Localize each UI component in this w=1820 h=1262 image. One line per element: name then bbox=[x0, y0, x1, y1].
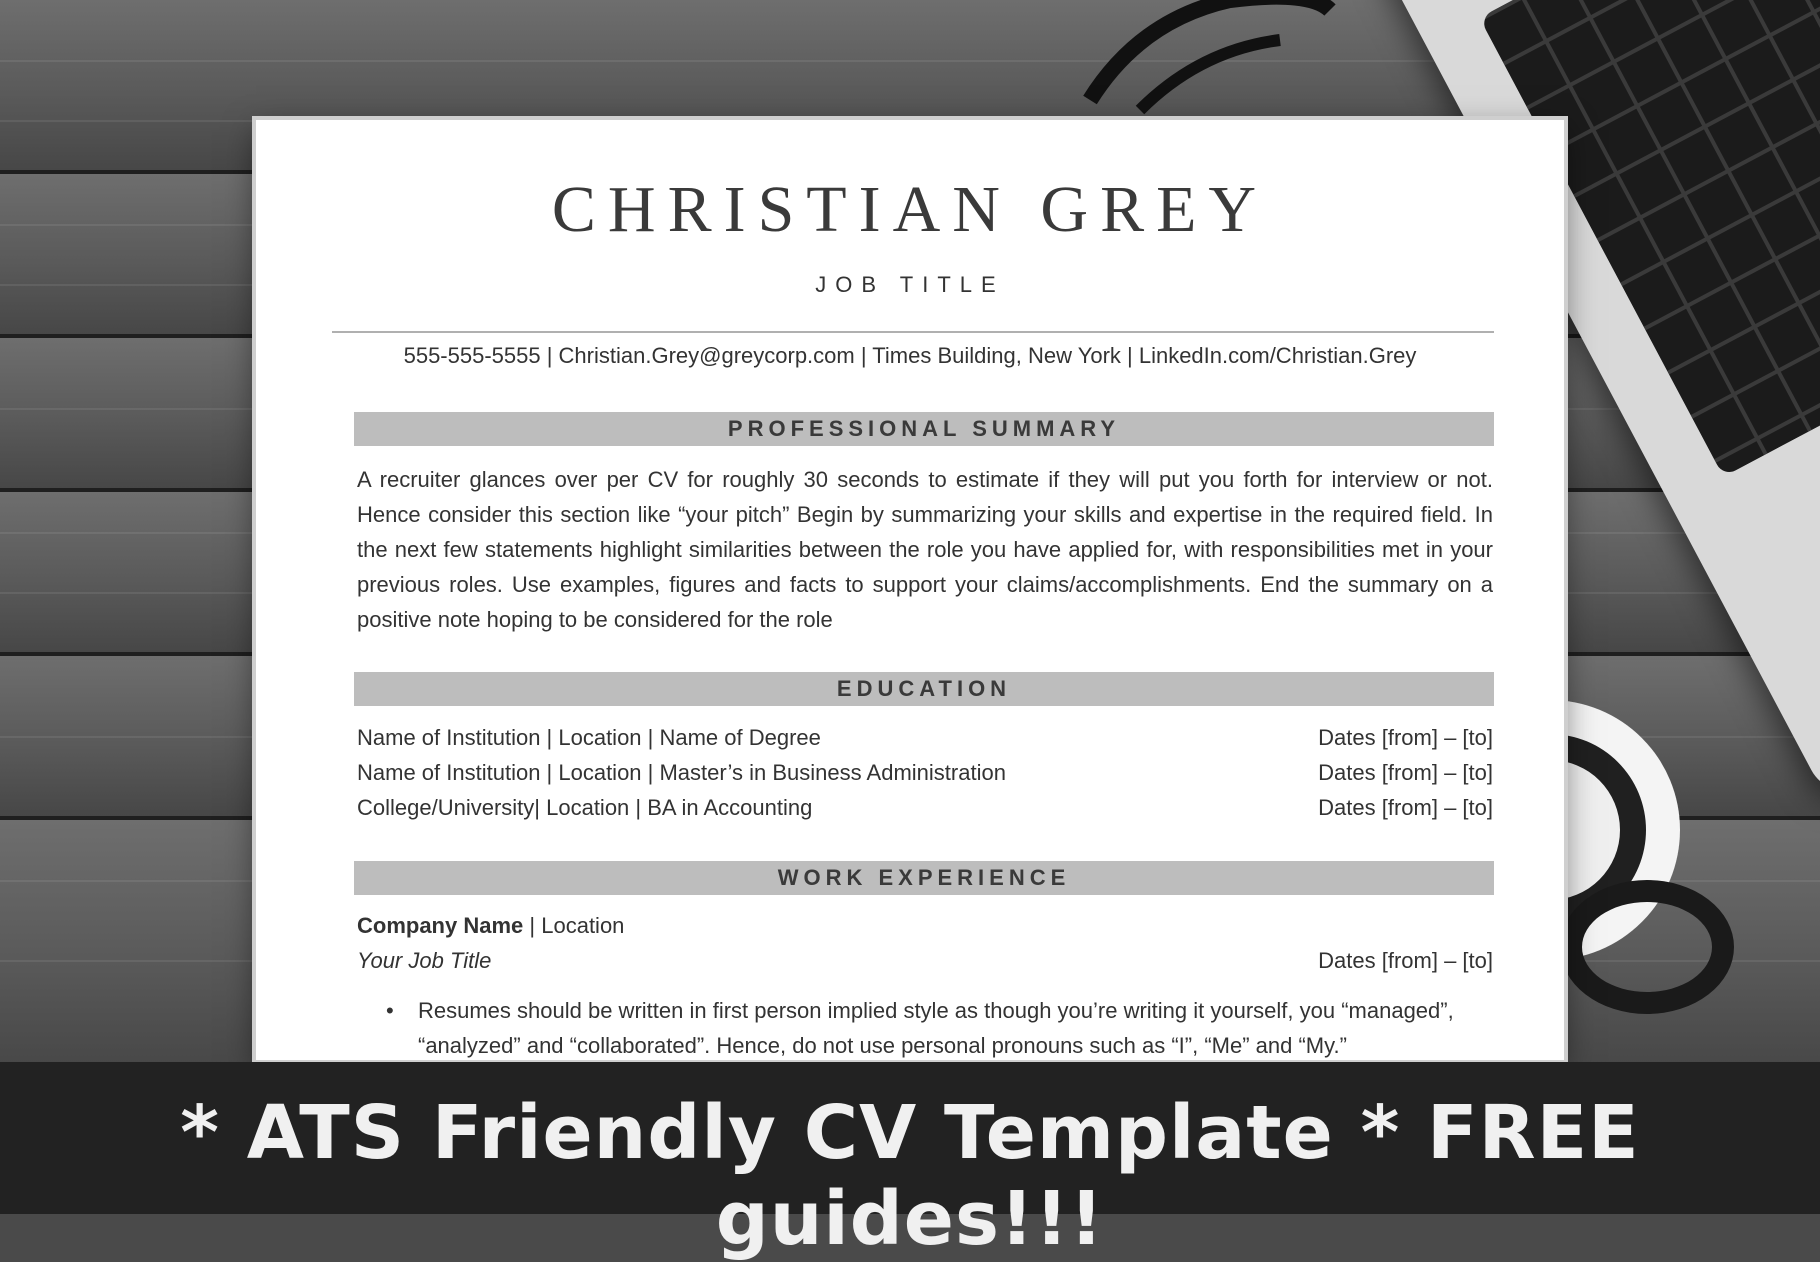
education-entry: Name of Institution | Location | Master’s in Business Administration bbox=[357, 760, 1006, 785]
eyeglasses-icon bbox=[1080, 0, 1340, 120]
education-entry: College/University| Location | BA in Accounting bbox=[357, 795, 813, 820]
education-row bbox=[357, 720, 1493, 755]
experience-company-row bbox=[357, 908, 1493, 943]
experience-heading: WORK EXPERIENCE bbox=[354, 861, 1494, 895]
resume-document bbox=[256, 120, 1564, 1060]
company-location: | Location bbox=[529, 913, 625, 938]
education-row bbox=[357, 755, 1493, 790]
education-dates: Dates [from] – [to] bbox=[1318, 760, 1493, 785]
coffee-mug-handle bbox=[1560, 880, 1734, 1014]
education-heading: EDUCATION bbox=[354, 672, 1494, 706]
bullet-marker: • bbox=[386, 998, 394, 1023]
resume-name: CHRISTIAN GREY bbox=[551, 173, 1269, 246]
resume-job-title: JOB TITLE bbox=[815, 272, 1005, 297]
promo-banner bbox=[0, 1062, 1820, 1262]
contact-line: 555-555-5555 | Christian.Grey@greycorp.com | Times Building, New York | LinkedIn.com/Christian.Grey bbox=[403, 343, 1417, 368]
bullet-text: Resumes should be written in first person implied style as though you’re writing it yourself, you “managed”, “analyzed” and “collaborated”. Hence, do not use personal pronouns such as “I”, “Me” and “My.” bbox=[418, 998, 1454, 1058]
education-entry: Name of Institution | Location | Name of Degree bbox=[357, 725, 821, 750]
banner-text: * ATS Friendly CV Template * FREE guides!!! bbox=[180, 1090, 1640, 1262]
header-divider bbox=[332, 331, 1494, 333]
company-name: Company Name bbox=[357, 913, 524, 938]
experience-dates: Dates [from] – [to] bbox=[1318, 948, 1493, 973]
education-dates: Dates [from] – [to] bbox=[1318, 795, 1493, 820]
experience-role-row bbox=[357, 943, 1493, 978]
summary-text: A recruiter glances over per CV for roughly 30 seconds to estimate if they will put you forth for interview or not. Hence consider this section like “your pitch” Begin by summarizing your skills and expertise in the required field. In the next few statements highlight similarities between the role you have applied for, with responsibilities met in your previous roles. Use examples, figures and facts to support your claims/accomplishments. End the summary on a positive note hoping to be considered for the role bbox=[357, 467, 1493, 632]
summary-heading: PROFESSIONAL SUMMARY bbox=[354, 412, 1494, 446]
job-role: Your Job Title bbox=[357, 948, 492, 973]
education-row bbox=[357, 790, 1493, 825]
education-dates: Dates [from] – [to] bbox=[1318, 725, 1493, 750]
